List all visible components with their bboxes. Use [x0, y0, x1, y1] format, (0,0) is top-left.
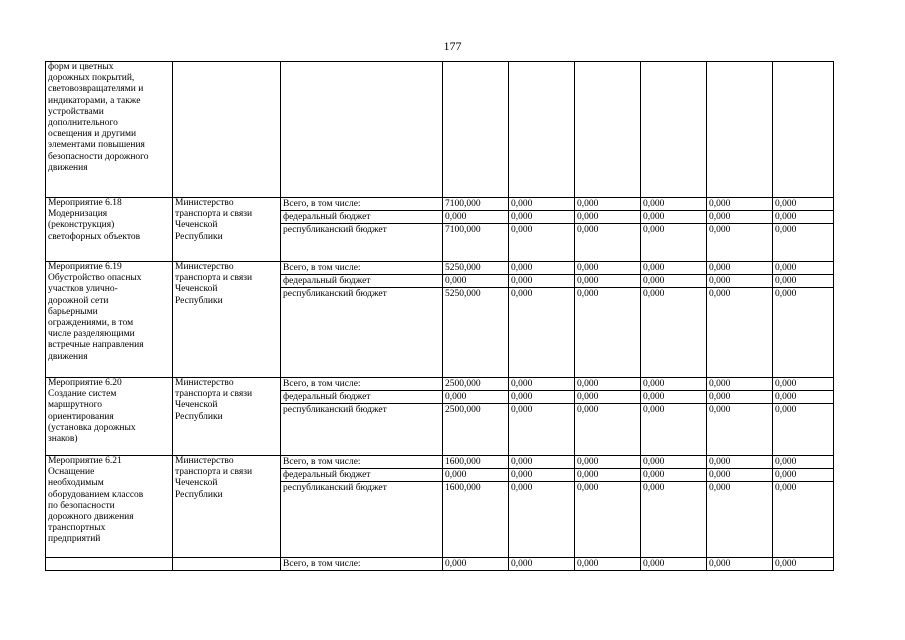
- budget-table: [45, 61, 834, 571]
- funding-value: 0,000: [641, 262, 706, 275]
- measure-name-line: (установка дорожных: [48, 422, 136, 433]
- funding-subtable: [575, 198, 640, 236]
- funding-value-cell: [575, 62, 641, 198]
- funding-source-label: Всего, в том числе:: [281, 456, 442, 469]
- executor-line: Министерство: [175, 456, 234, 466]
- measure-name-line: дорожных покрытий,: [48, 73, 135, 84]
- funding-subtable: [443, 262, 508, 300]
- funding-value-cell: [509, 456, 575, 558]
- funding-subtable: [707, 378, 772, 416]
- funding-value: 1600,000: [445, 483, 481, 493]
- measure-name-cell: [46, 262, 173, 378]
- funding-value: 0,000: [577, 483, 599, 493]
- funding-value: 0,000: [445, 559, 467, 569]
- funding-value-cell: [773, 378, 834, 456]
- funding-value-cell: [575, 456, 641, 558]
- funding-value: 0,000: [641, 198, 706, 211]
- table-row: [46, 262, 834, 378]
- funding-value: 5250,000: [445, 289, 481, 299]
- funding-subtable: [575, 378, 640, 416]
- funding-subtable: [773, 198, 833, 236]
- funding-value: 0,000: [775, 559, 797, 569]
- funding-subtable: [443, 558, 508, 570]
- funding-subtable: [281, 456, 442, 494]
- measure-name-line: Мероприятие 6.18: [48, 198, 122, 208]
- measure-name-line: освещения и другими: [48, 129, 137, 140]
- measure-name-cell: [46, 198, 173, 262]
- table-row: [46, 378, 834, 456]
- measure-name-line: ориентирования: [48, 411, 114, 422]
- measure-name-line: движения: [48, 162, 88, 173]
- funding-value: 0,000: [509, 378, 574, 391]
- funding-value-cell: [707, 558, 773, 571]
- funding-value: 0,000: [643, 289, 665, 299]
- funding-value: 0,000: [775, 289, 797, 299]
- measure-name-line: участков улично-: [48, 284, 118, 295]
- measure-name-line: световозвращателями и: [48, 84, 144, 95]
- table-row: [46, 62, 834, 198]
- executor-line: Чеченской: [175, 284, 218, 295]
- funding-value-cell: [575, 262, 641, 378]
- funding-source-label: Всего, в том числе:: [283, 559, 361, 569]
- funding-subtable: [509, 262, 574, 300]
- funding-source-label: республиканский бюджет: [283, 483, 387, 493]
- funding-value: 0,000: [443, 275, 508, 288]
- funding-value: 0,000: [709, 405, 731, 415]
- funding-value: 0,000: [773, 262, 833, 275]
- funding-subtable: [773, 378, 833, 416]
- executor-line: транспорта и связи: [175, 273, 253, 284]
- funding-value-cell: [509, 198, 575, 262]
- measure-name-line: индикаторами, а также: [48, 95, 141, 106]
- funding-subtable: [281, 198, 442, 236]
- funding-value-cell: [509, 262, 575, 378]
- executor-line: Чеченской: [175, 400, 218, 411]
- funding-value: 0,000: [575, 469, 640, 482]
- funding-value: 0,000: [775, 483, 797, 493]
- funding-subtable: [707, 262, 772, 300]
- measure-name-line: дополнительного: [48, 118, 118, 129]
- funding-source-label: республиканский бюджет: [283, 289, 387, 299]
- funding-value-cell: [443, 378, 509, 456]
- funding-value-cell: [641, 198, 707, 262]
- funding-subtable: [443, 198, 508, 236]
- measure-name-line: дорожной сети: [48, 295, 109, 306]
- funding-value: 0,000: [509, 469, 574, 482]
- funding-value: 0,000: [773, 198, 833, 211]
- funding-source-label: республиканский бюджет: [283, 405, 387, 415]
- funding-value: 2500,000: [445, 405, 481, 415]
- funding-value: 0,000: [577, 405, 599, 415]
- executor-line: Республики: [175, 489, 223, 500]
- funding-value: 0,000: [643, 483, 665, 493]
- funding-value-cell: [443, 62, 509, 198]
- funding-value: 0,000: [709, 225, 731, 235]
- funding-value: 0,000: [707, 262, 772, 275]
- funding-value: 0,000: [707, 275, 772, 288]
- funding-value: 0,000: [443, 211, 508, 224]
- measure-name-line: Мероприятие 6.20: [48, 378, 122, 388]
- funding-value: 0,000: [709, 483, 731, 493]
- funding-value: 0,000: [509, 211, 574, 224]
- funding-value: 2500,000: [443, 378, 508, 391]
- measure-name-line: оборудованием классов: [48, 489, 144, 500]
- funding-value-cell: [641, 262, 707, 378]
- funding-value: 0,000: [509, 391, 574, 404]
- executor-line: транспорта и связи: [175, 209, 253, 220]
- funding-value: 0,000: [575, 391, 640, 404]
- funding-subtable: [281, 378, 442, 416]
- measure-name-line: Оснащение: [48, 467, 95, 478]
- funding-value: 0,000: [641, 378, 706, 391]
- executor-line: Министерство: [175, 262, 234, 272]
- executor-line: Министерство: [175, 378, 234, 388]
- funding-value: 0,000: [709, 289, 731, 299]
- measure-name-line: устройствами: [48, 106, 104, 117]
- funding-subtable: [575, 456, 640, 494]
- funding-source-cell: [281, 456, 443, 558]
- funding-value: 1600,000: [443, 456, 508, 469]
- funding-value: 0,000: [643, 559, 665, 569]
- measure-name-line: маршрутного: [48, 400, 102, 411]
- funding-value: 0,000: [509, 262, 574, 275]
- funding-value: 0,000: [773, 391, 833, 404]
- funding-value-cell: [575, 558, 641, 571]
- funding-subtable: [641, 558, 706, 570]
- measure-name-line: Мероприятие 6.21: [48, 456, 122, 466]
- measure-name-line: ограждениями, в том: [48, 318, 134, 329]
- funding-value: 0,000: [641, 469, 706, 482]
- funding-source-cell: [281, 558, 443, 571]
- measure-name-line: транспортных: [48, 523, 106, 534]
- funding-subtable: [281, 262, 442, 300]
- funding-subtable: [773, 262, 833, 300]
- measure-name-cell: [46, 378, 173, 456]
- funding-subtable: [641, 262, 706, 300]
- funding-subtable: [443, 378, 508, 416]
- funding-value: 0,000: [575, 275, 640, 288]
- funding-value: 0,000: [575, 262, 640, 275]
- funding-value-cell: [641, 456, 707, 558]
- funding-value: 0,000: [509, 456, 574, 469]
- funding-subtable: [575, 558, 640, 570]
- funding-value-cell: [773, 262, 834, 378]
- funding-value-cell: [707, 378, 773, 456]
- funding-value: 0,000: [643, 225, 665, 235]
- funding-value: 0,000: [509, 275, 574, 288]
- table-row: [46, 456, 834, 558]
- measure-name-cell: [46, 456, 173, 558]
- funding-value: 0,000: [775, 405, 797, 415]
- funding-value: 0,000: [707, 391, 772, 404]
- funding-value: 0,000: [575, 378, 640, 391]
- funding-value-cell: [707, 262, 773, 378]
- funding-subtable: [281, 558, 442, 570]
- measure-name-line: дорожного движения: [48, 512, 134, 523]
- funding-source-cell: [281, 262, 443, 378]
- funding-value: 0,000: [575, 198, 640, 211]
- funding-source-label: Всего, в том числе:: [281, 262, 442, 275]
- executor-cell: [173, 198, 281, 262]
- measure-name-line: знаков): [48, 434, 78, 445]
- funding-subtable: [509, 198, 574, 236]
- executor-line: Министерство: [175, 198, 234, 208]
- funding-source-label: Всего, в том числе:: [281, 198, 442, 211]
- measure-name-line: элементами повышения: [48, 140, 145, 151]
- funding-value: 0,000: [643, 405, 665, 415]
- funding-source-cell: [281, 62, 443, 198]
- funding-value: 0,000: [773, 456, 833, 469]
- funding-subtable: [641, 456, 706, 494]
- funding-value: 0,000: [707, 198, 772, 211]
- funding-value: 0,000: [443, 469, 508, 482]
- funding-value: 0,000: [775, 225, 797, 235]
- funding-value: 0,000: [773, 469, 833, 482]
- funding-value-cell: [443, 456, 509, 558]
- funding-value: 5250,000: [443, 262, 508, 275]
- funding-value: 7100,000: [443, 198, 508, 211]
- executor-cell: [173, 456, 281, 558]
- executor-line: транспорта и связи: [175, 467, 253, 478]
- funding-value: 0,000: [575, 211, 640, 224]
- funding-value-cell: [707, 198, 773, 262]
- funding-source-label: федеральный бюджет: [281, 211, 442, 224]
- funding-source-cell: [281, 378, 443, 456]
- measure-name-line: Обустройство опасных: [48, 273, 142, 284]
- funding-value: 0,000: [707, 456, 772, 469]
- executor-line: Чеченской: [175, 220, 218, 231]
- measure-name-line: встречные направления: [48, 340, 144, 351]
- measure-name-line: (реконструкция): [48, 220, 115, 231]
- executor-cell: [173, 262, 281, 378]
- funding-value-cell: [641, 378, 707, 456]
- funding-value-cell: [509, 378, 575, 456]
- funding-value: 0,000: [641, 456, 706, 469]
- funding-value-cell: [641, 62, 707, 198]
- executor-line: Республики: [175, 295, 223, 306]
- measure-name-cell: [46, 62, 173, 198]
- funding-value: 0,000: [511, 225, 533, 235]
- funding-value: 0,000: [707, 211, 772, 224]
- funding-value-cell: [509, 558, 575, 571]
- funding-value-cell: [773, 558, 834, 571]
- funding-value-cell: [773, 62, 834, 198]
- funding-value-cell: [773, 198, 834, 262]
- funding-subtable: [707, 558, 772, 570]
- funding-value-cell: [575, 378, 641, 456]
- page-number: 177: [443, 39, 462, 53]
- funding-value: 0,000: [773, 378, 833, 391]
- funding-subtable: [509, 558, 574, 570]
- measure-name-line: Создание систем: [48, 389, 117, 400]
- funding-source-label: республиканский бюджет: [283, 225, 387, 235]
- funding-value: 0,000: [641, 211, 706, 224]
- funding-subtable: [509, 378, 574, 416]
- funding-value: 0,000: [511, 483, 533, 493]
- funding-value: 0,000: [575, 456, 640, 469]
- table-row: [46, 198, 834, 262]
- funding-source-label: федеральный бюджет: [281, 469, 442, 482]
- funding-source-label: Всего, в том числе:: [281, 378, 442, 391]
- measure-name-line: Мероприятие 6.19: [48, 262, 122, 272]
- funding-subtable: [707, 198, 772, 236]
- funding-source-cell: [281, 198, 443, 262]
- funding-value-cell: [443, 262, 509, 378]
- executor-line: транспорта и связи: [175, 389, 253, 400]
- funding-subtable: [773, 456, 833, 494]
- funding-value-cell: [641, 558, 707, 571]
- executor-cell: [173, 62, 281, 198]
- funding-source-label: федеральный бюджет: [281, 275, 442, 288]
- funding-value-cell: [443, 558, 509, 571]
- funding-value-cell: [575, 198, 641, 262]
- funding-value: 0,000: [641, 275, 706, 288]
- measure-name-line: форм и цветных: [48, 62, 114, 72]
- funding-subtable: [575, 262, 640, 300]
- measure-name-line: барьерными: [48, 306, 98, 317]
- funding-subtable: [707, 456, 772, 494]
- funding-value: 7100,000: [445, 225, 481, 235]
- measure-name-line: светофорных объектов: [48, 231, 141, 242]
- funding-value: 0,000: [577, 559, 599, 569]
- executor-cell: [173, 558, 281, 571]
- measure-name-line: движения: [48, 351, 88, 362]
- funding-source-label: федеральный бюджет: [281, 391, 442, 404]
- funding-value: 0,000: [773, 211, 833, 224]
- funding-value: 0,000: [709, 559, 731, 569]
- funding-value: 0,000: [511, 405, 533, 415]
- funding-value: 0,000: [707, 469, 772, 482]
- funding-subtable: [641, 198, 706, 236]
- funding-subtable: [773, 558, 833, 570]
- funding-value-cell: [509, 62, 575, 198]
- funding-value-cell: [443, 198, 509, 262]
- funding-value-cell: [707, 62, 773, 198]
- funding-value: 0,000: [773, 275, 833, 288]
- executor-cell: [173, 378, 281, 456]
- funding-subtable: [443, 456, 508, 494]
- executor-line: Республики: [175, 411, 223, 422]
- table-row: [46, 558, 834, 571]
- funding-value-cell: [773, 456, 834, 558]
- funding-value: 0,000: [641, 391, 706, 404]
- funding-subtable: [509, 456, 574, 494]
- funding-value: 0,000: [509, 198, 574, 211]
- measure-name-line: Модернизация: [48, 209, 108, 220]
- measure-name-line: безопасности дорожного: [48, 151, 149, 162]
- measure-name-line: по безопасности: [48, 500, 115, 511]
- funding-value: 0,000: [511, 289, 533, 299]
- measure-name-line: необходимым: [48, 478, 104, 489]
- funding-value: 0,000: [577, 225, 599, 235]
- funding-value: 0,000: [443, 391, 508, 404]
- measure-name-cell: [46, 558, 173, 571]
- executor-line: Чеченской: [175, 478, 218, 489]
- funding-value: 0,000: [707, 378, 772, 391]
- measure-name-line: предприятий: [48, 534, 101, 545]
- executor-line: Республики: [175, 231, 223, 242]
- funding-value: 0,000: [577, 289, 599, 299]
- measure-name-line: числе разделяющими: [48, 329, 135, 340]
- funding-value: 0,000: [511, 559, 533, 569]
- funding-subtable: [641, 378, 706, 416]
- funding-value-cell: [707, 456, 773, 558]
